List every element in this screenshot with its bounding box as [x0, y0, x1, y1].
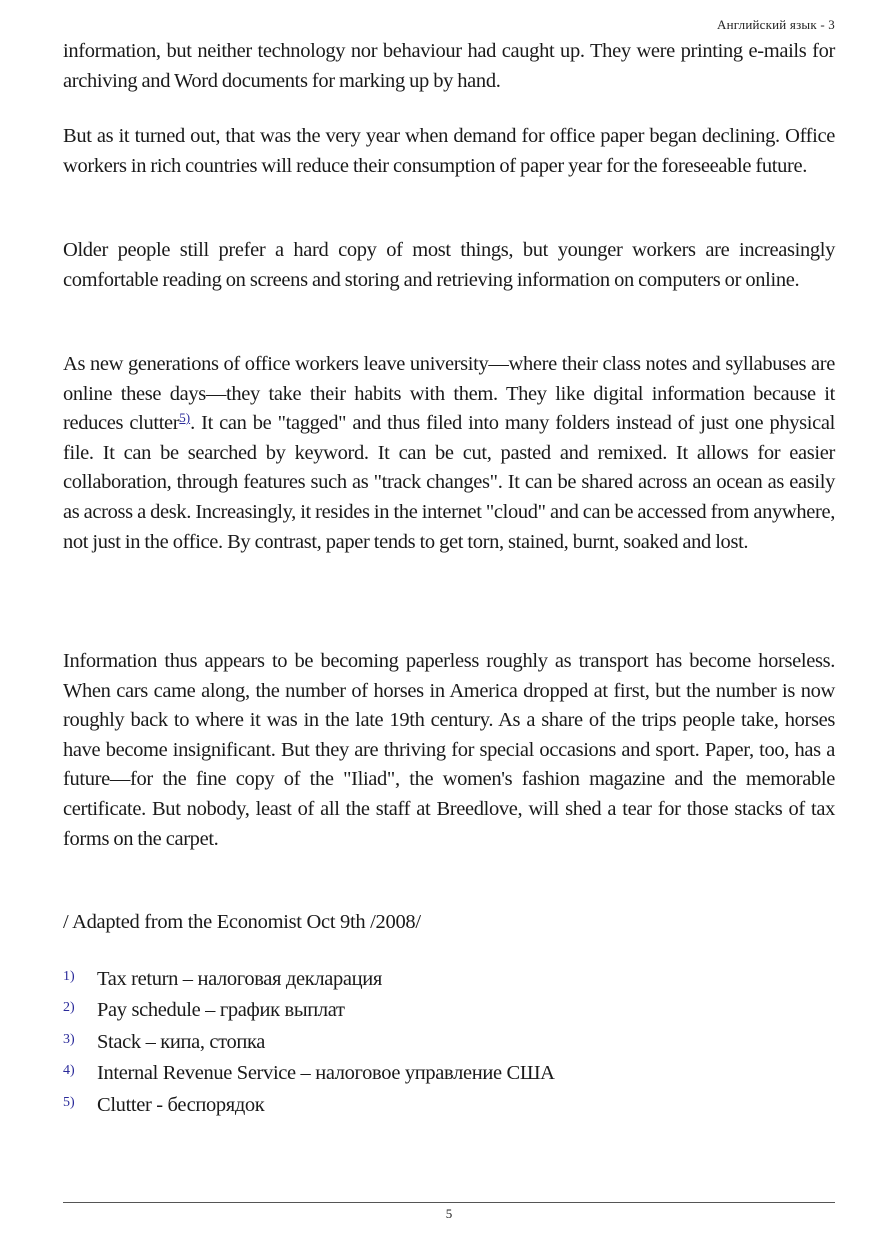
footnote-number[interactable]: 2) [63, 1000, 75, 1016]
footnote-text: Internal Revenue Service – налоговое управление США [97, 1062, 555, 1085]
footnote-item [63, 996, 835, 1027]
footnote-text: Clutter - беспорядок [97, 1093, 265, 1116]
paragraph-2: But as it turned out, that was the very year when demand for office paper began declining. Office workers in rich countries will reduce their consumption of paper year for the foreseeable future. [63, 125, 835, 177]
footnote-number[interactable]: 1) [63, 969, 75, 984]
source-citation: / Adapted from the Economist Oct 9th /2008/ [63, 911, 421, 933]
footnote-number[interactable]: 3) [63, 1031, 75, 1047]
paragraph-4 [63, 350, 835, 557]
running-header: Английский язык - 3 [717, 17, 835, 32]
footnote-text: Stack – кипа, стопка [97, 1030, 266, 1053]
footnote-text: Pay schedule – график выплат [97, 999, 345, 1022]
footer-divider [63, 1202, 835, 1203]
footnotes-list [63, 965, 835, 1122]
page-number: 5 [445, 1206, 453, 1221]
footnote-ref-link[interactable]: 5) [179, 410, 191, 426]
paragraph-4-text-before: As new generations of office workers leave university—where their class notes and syllabuses are online these days—they take their habits with them. They like digital information because it reduces clutter [63, 353, 835, 435]
paragraph-3: Older people still prefer a hard copy of most things, but younger workers are increasingly comfortable reading on screens and storing and retrieving information on computers or online. [63, 239, 835, 291]
footnote-item [63, 1091, 835, 1122]
paragraph-5: Information thus appears to be becoming paperless roughly as transport has become horseless. When cars came along, the number of horses in America dropped at first, but the number is now roughly back to where it was in the late 19th century. As a share of the trips people take, horses have become insignificant. But they are thriving for special occasions and sport. Paper, too, has a future—for the fine copy of the "Iliad", the women's fashion magazine and the memorable certificate. But nobody, least of all the staff at Breedlove, will shed a tear for those stacks of tax forms on the carpet. [63, 650, 835, 850]
footnote-text: Tax return – налоговая декларация [97, 968, 382, 990]
footnote-item [63, 1059, 835, 1090]
footnote-item [63, 1028, 835, 1059]
paragraph-1: information, but neither technology nor behaviour had caught up. They were printing e-mails for archiving and Word documents for marking up by hand. [63, 40, 835, 92]
footnote-number[interactable]: 4) [63, 1063, 75, 1079]
paragraph-4-text-after: . It can be "tagged" and thus filed into many folders instead of just one physical file. It can be searched by keyword. It can be cut, pasted and remixed. It allows for easier collaboration, through features such as "track changes". It can be shared across an ocean as easily as across a desk. Increasingly, it resides in the internet "cloud" and can be accessed from anywhere, not just in the office. By contrast, paper tends to get torn, stained, burnt, soaked and lost. [63, 412, 835, 553]
footnote-item [63, 965, 835, 996]
footnote-number[interactable]: 5) [63, 1094, 75, 1110]
